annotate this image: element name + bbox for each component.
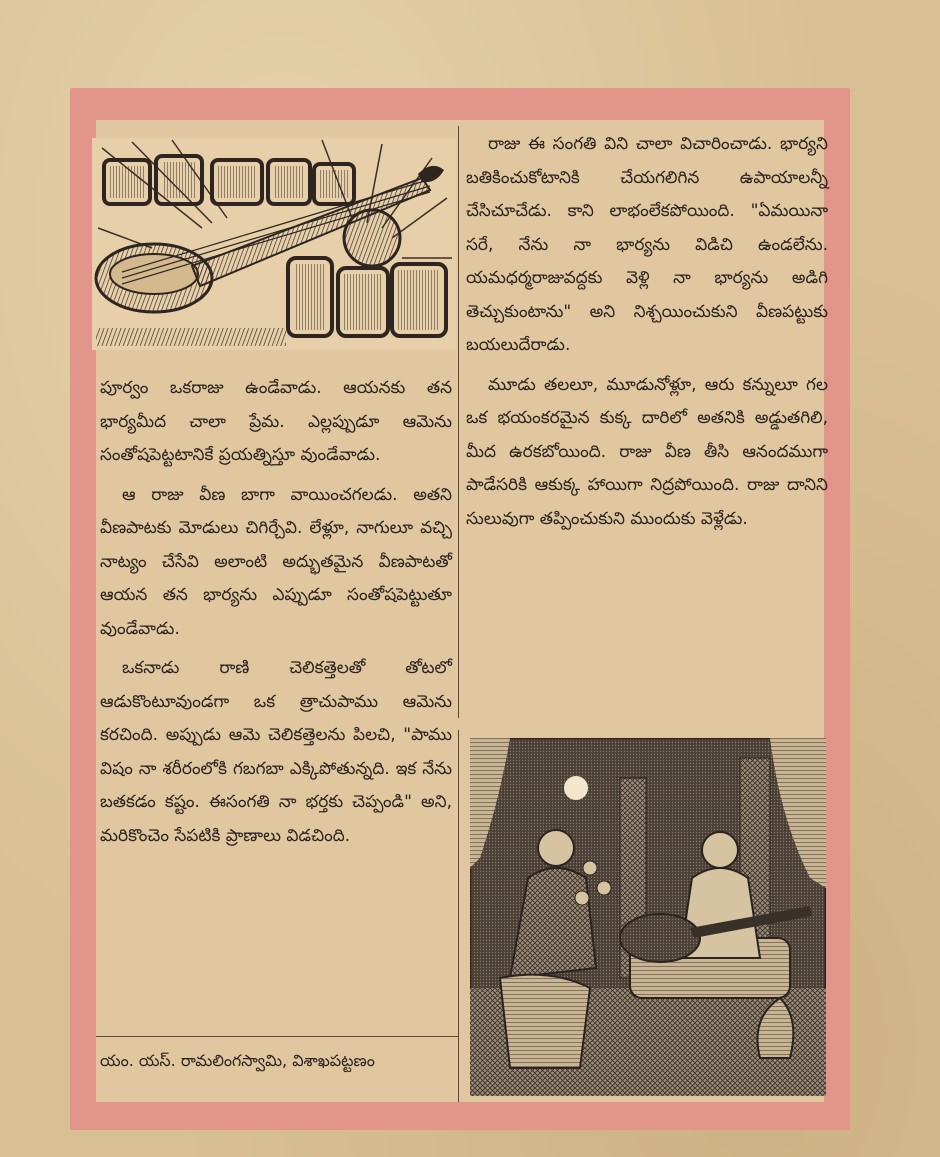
column-divider <box>458 126 459 718</box>
author-credit: యం. యస్. రామలింగస్వామి, విశాఖపట్టణం <box>100 1051 375 1070</box>
king-playing-veena-illustration-icon <box>470 738 826 1096</box>
right-paragraph-1: రాజు ఈ సంగతి విని చాలా విచారించాడు. భార్యని బతికించుకోటానికి చేయగలిగిన ఉపాయాలన్నీ చేసిచూచేడు. కాని లాభంలేకపోయింది. "ఏమయినా సరే, నేను నా భార్యను విడిచి ఉండలేను. యమధర్మరాజువద్దకు వెళ్లి నా భార్యను అడిగి తెచ్చుకుంటాను" అని నిశ్చయించుకుని వీణపట్టుకు బయలుదేరాడు. <box>466 134 828 355</box>
right-column <box>466 128 828 536</box>
column-divider-lower <box>458 730 459 1102</box>
left-column <box>100 372 452 853</box>
left-paragraph-3: ఒకనాడు రాణి చెలికత్తెలతో తోటలో ఆడుకొంటూవుండగా ఒక త్రాచుపాము ఆమెను కరచింది. అప్పుడు ఆమె చెలికత్తెలను పిలచి, "పాము విషం నా శరీరంలోకి గబగబా ఎక్కిపోతున్నది. ఇక నేను బతకడం కష్టం. ఈసంగతి నా భర్తకు చెప్పండి" అని, మరికొంచెం సేపటికి ప్రాణాలు విడచింది. <box>100 658 452 846</box>
left-paragraph-2: ఆ రాజు వీణ బాగా వాయించగలడు. అతని వీణపాటకు మోడులు చిగిర్చేవి. లేళ్లూ, నాగులూ వచ్చి నాట్యం చేసేవి అలాంటి అద్భుతమైన వీణపాటతో ఆయన తన భార్యను ఎప్పుడూ సంతోషపెట్టుతూ వుండేవాడు. <box>100 484 452 639</box>
veena-title-illustration-icon <box>92 138 456 350</box>
right-paragraph-2: మూడు తలలూ, మూడునోళ్లూ, ఆరు కన్నులూ గల ఒక భయంకరమైన కుక్క దారిలో అతనికి అడ్డుతగిలి, మీద ఉరకబోయింది. రాజు వీణ తీసి ఆనందముగా పాడేసరికి ఆకుక్క హాయిగా నిద్రపోయింది. రాజు దానిని సులువుగా తప్పించుకుని ముందుకు వెళ్లేడు. <box>466 374 828 529</box>
author-divider <box>96 1036 458 1037</box>
left-paragraph-1: పూర్వం ఒకరాజు ఉండేవాడు. ఆయనకు తన భార్యమీద చాలా ప్రేమ. ఎల్లప్పుడూ ఆమెను సంతోషపెట్టటానికే ప్రయత్నిస్తూ వుండేవాడు. <box>100 378 452 465</box>
